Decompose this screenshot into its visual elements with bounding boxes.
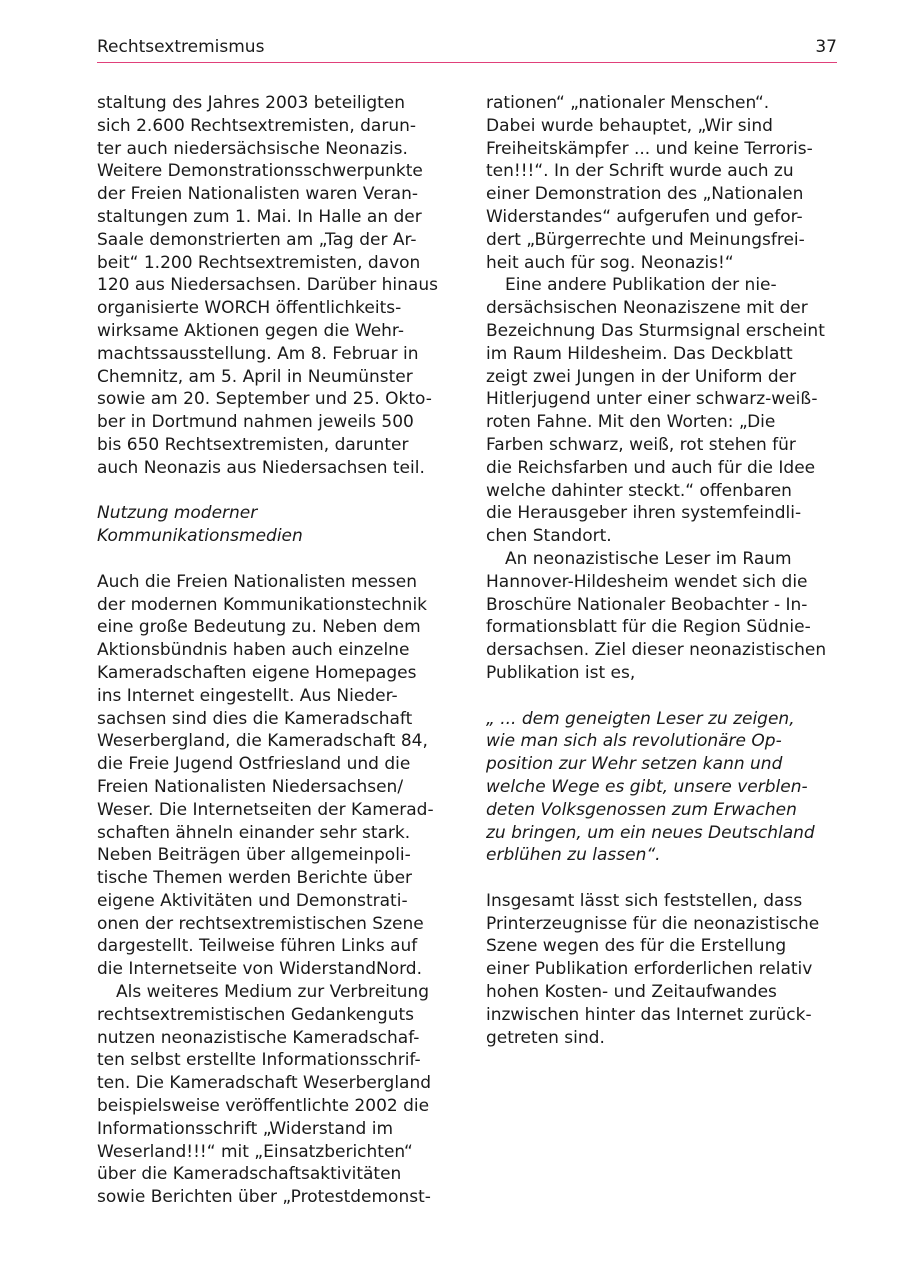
text-line: Publikation ist es, bbox=[486, 662, 636, 683]
paragraph bbox=[486, 890, 838, 1050]
text-line: wie man sich als revolutionäre Op- bbox=[486, 731, 782, 752]
text-line: auch Neonazis aus Niedersachsen teil. bbox=[97, 457, 425, 478]
text-line: Chemnitz, am 5. April in Neumünster bbox=[97, 366, 413, 387]
paragraph bbox=[486, 92, 838, 274]
text-line: beit“ 1.200 Rechtsextremisten, davon bbox=[97, 252, 421, 273]
text-line: eigene Aktivitäten und Demonstrati- bbox=[97, 890, 408, 911]
text-line: rechtsextremistischen Gedankenguts bbox=[97, 1004, 414, 1025]
text-line: Informationsschrift „Widerstand im bbox=[97, 1118, 394, 1139]
text-line: dersächsischen Neonaziszene mit der bbox=[486, 298, 808, 319]
page-header bbox=[97, 36, 837, 64]
text-line: Weserbergland, die Kameradschaft 84, bbox=[97, 731, 428, 752]
text-line: ins Internet eingestellt. Aus Nieder- bbox=[97, 685, 398, 706]
text-line: Hannover-Hildesheim wendet sich die bbox=[486, 571, 808, 592]
text-line: ten. Die Kameradschaft Weserbergland bbox=[97, 1073, 432, 1094]
text-line: sowie am 20. September und 25. Okto- bbox=[97, 389, 432, 410]
text-line: tische Themen werden Berichte über bbox=[97, 868, 413, 889]
text-line: nutzen neonazistische Kameradschaf- bbox=[97, 1027, 420, 1048]
text-line: dert „Bürgerrechte und Meinungsfrei- bbox=[486, 229, 805, 250]
text-line: Neben Beiträgen über allgemeinpoli- bbox=[97, 845, 411, 866]
text-line: Hitlerjugend unter einer schwarz-weiß- bbox=[486, 389, 818, 410]
text-line: heit auch für sog. Neonazis!“ bbox=[486, 252, 734, 273]
text-line: machtssausstellung. Am 8. Februar in bbox=[97, 343, 419, 364]
text-line: Weitere Demonstrationsschwerpunkte bbox=[97, 161, 423, 182]
text-line: ber in Dortmund nahmen jeweils 500 bbox=[97, 412, 414, 433]
text-line: Weserland!!!“ mit „Einsatzberichten“ bbox=[97, 1141, 413, 1162]
block-quote bbox=[486, 708, 838, 868]
text-line: Bezeichnung Das Sturmsignal erscheint bbox=[486, 320, 825, 341]
section-heading bbox=[97, 502, 455, 548]
paragraph bbox=[97, 92, 455, 480]
text-line: ten!!!“. In der Schrift wurde auch zu bbox=[486, 161, 794, 182]
paragraph bbox=[97, 981, 455, 1209]
text-line: getreten sind. bbox=[486, 1027, 605, 1048]
text-line: welche dahinter steckt.“ offenbaren bbox=[486, 480, 792, 501]
spacer bbox=[486, 867, 838, 890]
text-line: roten Fahne. Mit den Worten: „Die bbox=[486, 412, 776, 433]
text-line: die Freie Jugend Ostfriesland und die bbox=[97, 754, 411, 775]
text-line: der modernen Kommunikationstechnik bbox=[97, 594, 428, 615]
text-line: „ ... dem geneigten Leser zu zeigen, bbox=[486, 708, 795, 729]
text-line: der Freien Nationalisten waren Veran- bbox=[97, 184, 418, 205]
text-line: im Raum Hildesheim. Das Deckblatt bbox=[486, 343, 793, 364]
text-line: Szene wegen des für die Erstellung bbox=[486, 936, 787, 957]
text-line: staltung des Jahres 2003 beteiligten bbox=[97, 93, 406, 113]
text-line: dargestellt. Teilweise führen Links auf bbox=[97, 936, 418, 957]
text-line: formationsblatt für die Region Südnie- bbox=[486, 617, 811, 638]
left-column bbox=[97, 92, 455, 1209]
text-line: Kameradschaften eigene Homepages bbox=[97, 662, 417, 683]
text-line: beispielsweise veröffentlichte 2002 die bbox=[97, 1096, 430, 1117]
text-line: welche Wege es gibt, unsere verblen- bbox=[486, 776, 808, 797]
text-line: erblühen zu lassen“. bbox=[486, 845, 661, 866]
text-line: Widerstandes“ aufgerufen und gefor- bbox=[486, 206, 803, 227]
paragraph bbox=[97, 571, 455, 981]
text-line: Kommunikationsmedien bbox=[97, 526, 303, 547]
paragraph bbox=[486, 274, 838, 548]
text-line: Freiheitskämpfer ... und keine Terroris- bbox=[486, 138, 813, 159]
text-line: Printerzeugnisse für die neonazistische bbox=[486, 913, 820, 934]
text-line: Als weiteres Medium zur Verbreitung bbox=[116, 982, 429, 1003]
page-number: 37 bbox=[815, 37, 837, 57]
text-line: wirksame Aktionen gegen die Wehr- bbox=[97, 320, 404, 341]
text-line: Saale demonstrierten am „Tag der Ar- bbox=[97, 229, 417, 250]
spacer bbox=[97, 548, 455, 571]
header-divider bbox=[97, 62, 837, 63]
text-line: Aktionsbündnis haben auch einzelne bbox=[97, 640, 410, 661]
text-line: organisierte WORCH öffentlichkeits- bbox=[97, 298, 402, 319]
text-line: 120 aus Niedersachsen. Darüber hinaus bbox=[97, 275, 438, 296]
text-line: einer Publikation erforderlichen relativ bbox=[486, 959, 813, 980]
paragraph bbox=[486, 548, 838, 685]
text-line: staltungen zum 1. Mai. In Halle an der bbox=[97, 206, 422, 227]
text-line: Auch die Freien Nationalisten messen bbox=[97, 571, 417, 592]
text-line: dersachsen. Ziel dieser neonazistischen bbox=[486, 640, 827, 661]
text-line: über die Kameradschaftsaktivitäten bbox=[97, 1164, 402, 1185]
text-line: die Internetseite von WiderstandNord. bbox=[97, 959, 422, 980]
text-line: Eine andere Publikation der nie- bbox=[505, 275, 777, 296]
text-line: rationen“ „nationaler Menschen“. bbox=[486, 93, 770, 113]
text-line: zeigt zwei Jungen in der Uniform der bbox=[486, 366, 797, 387]
text-line: sich 2.600 Rechtsextremisten, darun- bbox=[97, 115, 417, 136]
text-line: ter auch niedersächsische Neonazis. bbox=[97, 138, 408, 159]
text-line: An neonazistische Leser im Raum bbox=[505, 548, 792, 569]
text-line: Nutzung moderner bbox=[97, 503, 258, 524]
text-line: Weser. Die Internetseiten der Kamerad- bbox=[97, 799, 434, 820]
spacer bbox=[97, 480, 455, 503]
text-line: Broschüre Nationaler Beobachter - In- bbox=[486, 594, 808, 615]
text-line: inzwischen hinter das Internet zurück- bbox=[486, 1004, 812, 1025]
text-line: hohen Kosten- und Zeitaufwandes bbox=[486, 982, 777, 1003]
text-line: Insgesamt lässt sich feststellen, dass bbox=[486, 890, 803, 911]
text-line: einer Demonstration des „Nationalen bbox=[486, 184, 804, 205]
text-line: zu bringen, um ein neues Deutschland bbox=[486, 822, 815, 843]
text-line: ten selbst erstellte Informationsschrif- bbox=[97, 1050, 421, 1071]
running-title: Rechtsextremismus bbox=[97, 37, 265, 57]
text-line: die Reichsfarben und auch für die Idee bbox=[486, 457, 816, 478]
text-line: chen Standort. bbox=[486, 526, 612, 547]
text-line: bis 650 Rechtsextremisten, darunter bbox=[97, 434, 409, 455]
text-line: sachsen sind dies die Kameradschaft bbox=[97, 708, 413, 729]
text-line: die Herausgeber ihren systemfeindli- bbox=[486, 503, 802, 524]
text-line: schaften ähneln einander sehr stark. bbox=[97, 822, 411, 843]
text-line: eine große Bedeutung zu. Neben dem bbox=[97, 617, 421, 638]
text-line: position zur Wehr setzen kann und bbox=[486, 754, 783, 775]
text-line: Freien Nationalisten Niedersachsen/ bbox=[97, 776, 404, 797]
text-line: sowie Berichten über „Protestdemonst- bbox=[97, 1187, 431, 1208]
text-line: Dabei wurde behauptet, „Wir sind bbox=[486, 115, 773, 136]
text-line: onen der rechtsextremistischen Szene bbox=[97, 913, 424, 934]
spacer bbox=[486, 685, 838, 708]
right-column bbox=[486, 92, 838, 1049]
text-line: Farben schwarz, weiß, rot stehen für bbox=[486, 434, 796, 455]
text-line: deten Volksgenossen zum Erwachen bbox=[486, 799, 797, 820]
